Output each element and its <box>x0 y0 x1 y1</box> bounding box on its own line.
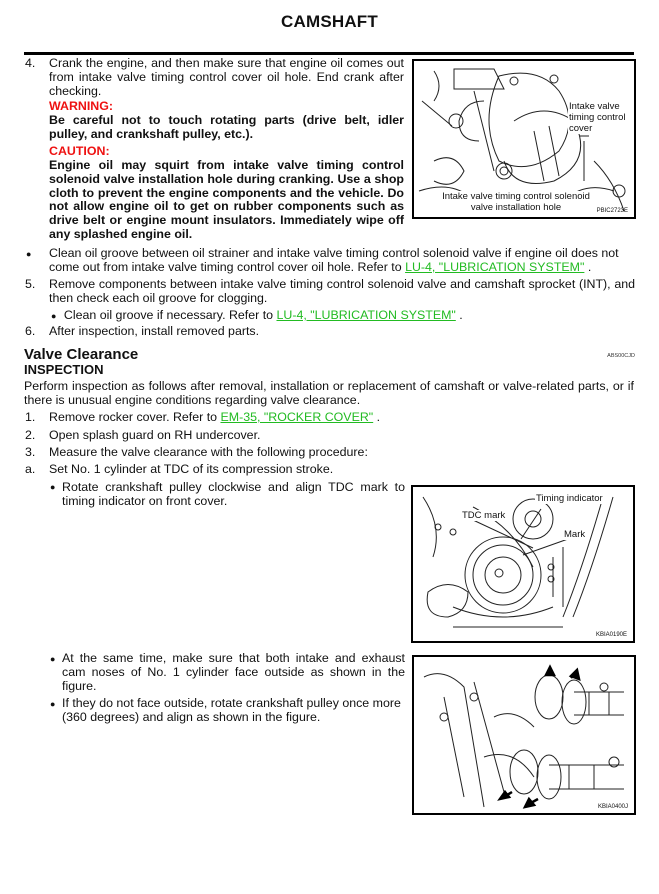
bullet-cam-noses: At the same time, make sure that both intake and exhaust cam noses of No. 1 cylinder face outside as shown in the figure. <box>62 651 405 693</box>
label-timing-indicator: Timing indicator <box>536 493 603 504</box>
label-mark: Mark <box>564 529 586 540</box>
vc-step-3-number: 3. <box>25 445 36 459</box>
step-5-sub <box>51 309 463 324</box>
vc-step-2-text: Open splash guard on RH undercover. <box>49 428 261 442</box>
warning-label: WARNING: <box>49 99 114 113</box>
link-lubrication-system-2[interactable]: LU-4, "LUBRICATION SYSTEM" <box>276 308 456 322</box>
step-5-sub-text: Clean oil groove if necessary. Refer to <box>63 308 274 322</box>
caution-label: CAUTION: <box>49 144 110 158</box>
bullet-icon: ● <box>50 699 56 709</box>
label-tdc-mark: TDC mark <box>462 510 506 521</box>
figure-code: KBIA0190E <box>595 632 627 638</box>
bullet-icon: ● <box>50 654 56 664</box>
bullet-icon: ● <box>26 249 32 259</box>
label-solenoid-hole: Intake valve timing control solenoid valve installation hole <box>440 191 592 213</box>
section-title: Valve Clearance <box>24 346 139 363</box>
figure-tdc-mark <box>411 485 635 643</box>
vc-step-1-number: 1. <box>25 410 36 424</box>
link-rocker-cover[interactable]: EM-35, "ROCKER COVER" <box>220 410 374 424</box>
section-ref-code: ABS00CJD <box>607 353 635 359</box>
figure-code: PBIC2723E <box>596 208 628 214</box>
period: . <box>376 410 381 424</box>
vc-step-2-number: 2. <box>25 428 36 442</box>
figure-cam-noses <box>412 655 636 815</box>
step-6-number: 6. <box>25 324 36 338</box>
bullet-rotate-crankshaft: Rotate crankshaft pulley clockwise and align TDC mark to timing indicator on front cover. <box>62 480 405 508</box>
step-4-number: 4. <box>25 56 36 70</box>
bullet-icon: ● <box>51 311 57 321</box>
step-6-text: After inspection, install removed parts. <box>49 324 260 338</box>
page-title: CAMSHAFT <box>281 12 378 31</box>
vc-step-a-number: a. <box>25 462 36 476</box>
engine-illustration-2 <box>413 487 633 641</box>
link-lubrication-system[interactable]: LU-4, "LUBRICATION SYSTEM" <box>405 259 585 274</box>
vc-step-1-text: Remove rocker cover. Refer to <box>49 410 218 424</box>
warning-text: Be careful not to touch rotating parts (drive belt, idler pulley, and crankshaft pulley, etc.). <box>49 113 404 141</box>
step-5-number: 5. <box>25 277 36 291</box>
header-rule <box>24 52 634 55</box>
figure-code: KBIA0400J <box>597 804 628 810</box>
bullet-icon: ● <box>50 482 56 492</box>
clean-oil-groove-text <box>49 247 635 275</box>
vc-step-a-text: Set No. 1 cylinder at TDC of its compression stroke. <box>49 462 334 476</box>
period: . <box>587 259 592 274</box>
caution-text: Engine oil may squirt from intake valve timing control solenoid valve installation hole during cranking. Use a shop cloth to prevent the engine components and the vehicle. Do not allow engine oil to get on rubber components such as drive belt or engine mount insulators. Immediately wipe off any splashed engine oil. <box>49 158 404 241</box>
bullet-rotate-once-more: If they do not face outside, rotate crankshaft pulley once more (360 degrees) and align as shown in the figure. <box>62 696 401 724</box>
intro-text: Perform inspection as follows after removal, installation or replacement of camshaft or valve-related parts, or if there is unusual engine conditions regarding valve clearance. <box>24 379 634 407</box>
label-cover: Intake valve timing control cover <box>568 101 632 134</box>
section-subtitle: INSPECTION <box>24 362 104 377</box>
vc-step-1 <box>49 411 380 425</box>
clean-text: Clean oil groove between oil strainer and intake valve timing control solenoid valve if engine oil does not come out from intake valve timing control cover oil hole. Refer to <box>49 246 619 274</box>
vc-step-3-text: Measure the valve clearance with the following procedure: <box>49 445 368 459</box>
direction-arrow-icons <box>414 657 634 813</box>
step-4-text: Crank the engine, and then make sure that engine oil comes out from intake valve timing control cover oil hole. End crank after checking. <box>49 56 404 98</box>
figure-intake-valve-cover <box>412 59 636 219</box>
step-5-text: Remove components between intake valve timing control solenoid valve and camshaft sprocket (INT), and then check each oil groove for clogging. <box>49 277 635 305</box>
period: . <box>459 308 463 322</box>
